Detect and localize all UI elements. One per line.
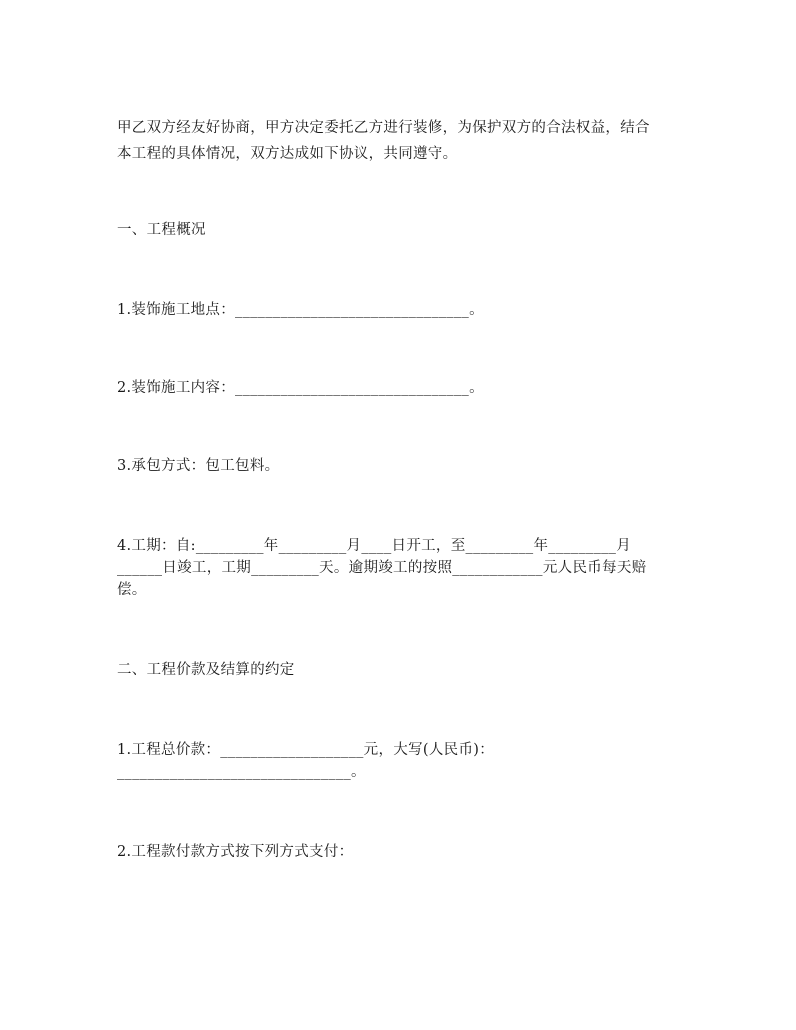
clause-schedule-line-1: 4.工期：自:_________年_________月____日开工，至_________年_________月 bbox=[117, 538, 632, 554]
intro-paragraph-line-2: 本工程的具体情况，双方达成如下协议，共同遵守。 bbox=[117, 146, 458, 162]
clause-total-price-line-1: 1.工程总价款：___________________元，大写(人民币)： bbox=[117, 742, 494, 758]
clause-schedule-line-3: 偿。 bbox=[117, 582, 147, 598]
intro-paragraph-line-1: 甲乙双方经友好协商，甲方决定委托乙方进行装修，为保护双方的合法权益，结合 bbox=[117, 120, 650, 136]
clause-construction-site: 1.装饰施工地点：_______________________________。 bbox=[117, 302, 484, 318]
clause-contract-method: 3.承包方式：包工包料。 bbox=[117, 458, 280, 474]
clause-payment-method: 2.工程款付款方式按下列方式支付： bbox=[117, 844, 354, 860]
clause-total-price-line-2: _______________________________。 bbox=[117, 764, 366, 780]
section-heading-price-settlement: 二、工程价款及结算的约定 bbox=[117, 662, 295, 678]
clause-schedule-line-2: ______日竣工，工期_________天。逾期竣工的按照____________元人民币每天赔 bbox=[117, 560, 647, 576]
section-heading-project-overview: 一、工程概况 bbox=[117, 222, 206, 238]
clause-construction-content: 2.装饰施工内容：_______________________________。 bbox=[117, 380, 484, 396]
